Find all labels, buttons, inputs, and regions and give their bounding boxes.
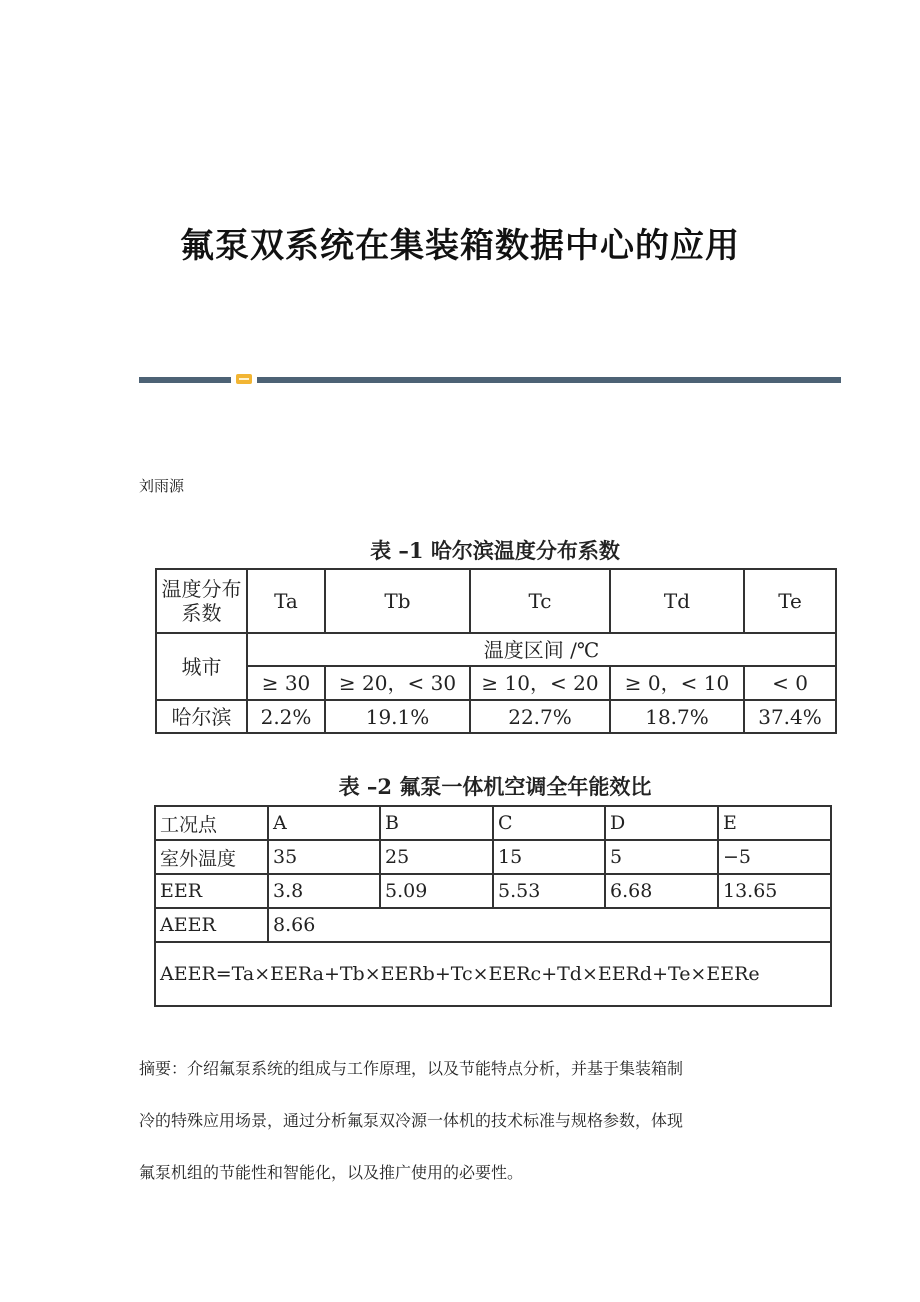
table2-aeer-value: 8.66 — [268, 908, 831, 942]
table2-row-label: 工况点 — [155, 806, 268, 840]
table1-range-cell: ≥ 0，< 10 — [610, 666, 744, 700]
table2-aeer-label: AEER — [155, 908, 268, 942]
table1-range-cell: < 0 — [744, 666, 836, 700]
table2-cell: C — [493, 806, 605, 840]
table1-caption: 表 –1 哈尔滨温度分布系数 — [370, 538, 620, 563]
table2-cell: B — [380, 806, 493, 840]
table-row — [155, 840, 831, 874]
table2-row-label: EER — [155, 874, 268, 908]
table1-range-cell: ≥ 30 — [247, 666, 325, 700]
table1-header-row — [156, 569, 836, 633]
table1-city-label: 城市 — [156, 633, 247, 700]
table2-cell: 25 — [380, 840, 493, 874]
table2-cell: 15 — [493, 840, 605, 874]
table-row — [155, 874, 831, 908]
table2-cell: D — [605, 806, 718, 840]
table2-cell: −5 — [718, 840, 831, 874]
author-name: 刘雨源 — [139, 477, 185, 495]
table2-row-label: 室外温度 — [155, 840, 268, 874]
annual-eer-table — [154, 805, 832, 1007]
table2-cell: 6.68 — [605, 874, 718, 908]
divider-bar-right — [257, 377, 841, 383]
table2-caption: 表 –2 氟泵一体机空调全年能效比 — [338, 774, 652, 799]
abstract-line: 氟泵机组的节能性和智能化，以及推广使用的必要性。 — [139, 1163, 524, 1182]
table1-range-cell: ≥ 20，< 30 — [325, 666, 470, 700]
table1-corner-cell: 温度分布系数 — [156, 569, 247, 633]
table1-col-header: Te — [744, 569, 836, 633]
table1-col-header: Tc — [470, 569, 610, 633]
table1-col-header: Td — [610, 569, 744, 633]
table1-range-cell: ≥ 10，< 20 — [470, 666, 610, 700]
table1-value-cell: 37.4% — [744, 700, 836, 733]
table1-value-cell: 18.7% — [610, 700, 744, 733]
table2-formula: AEER=Ta×EERa+Tb×EERb+Tc×EERc+Td×EERd+Te×EERe — [155, 942, 831, 1006]
document-title: 氟泵双系统在集装箱数据中心的应用 — [180, 226, 740, 266]
table1-value-cell: 22.7% — [470, 700, 610, 733]
table1-range-header: 温度区间 /℃ — [247, 633, 836, 666]
table1-value-cell: 19.1% — [325, 700, 470, 733]
abstract-line: 冷的特殊应用场景，通过分析氟泵双冷源一体机的技术标准与规格参数，体现 — [139, 1111, 684, 1130]
table1-value-cell: 2.2% — [247, 700, 325, 733]
table2-cell: 13.65 — [718, 874, 831, 908]
temperature-distribution-table — [155, 568, 837, 734]
table2-cell: A — [268, 806, 380, 840]
table-row — [155, 942, 831, 1006]
title-divider — [139, 374, 841, 384]
abstract — [139, 1043, 779, 1199]
table1-zone-row — [156, 633, 836, 666]
divider-bar-left — [139, 377, 231, 383]
table-row — [155, 908, 831, 942]
table2-cell: 5 — [605, 840, 718, 874]
divider-ornament-icon — [236, 374, 252, 384]
table2-cell: 3.8 — [268, 874, 380, 908]
table1-col-header: Ta — [247, 569, 325, 633]
table1-range-row — [156, 666, 836, 700]
table2-cell: 5.09 — [380, 874, 493, 908]
table1-col-header: Tb — [325, 569, 470, 633]
abstract-line: 摘要：介绍氟泵系统的组成与工作原理，以及节能特点分析，并基于集装箱制 — [139, 1059, 684, 1078]
table-row — [156, 700, 836, 733]
table1-city-cell: 哈尔滨 — [156, 700, 247, 733]
table-row — [155, 806, 831, 840]
table2-cell: 5.53 — [493, 874, 605, 908]
table2-cell: E — [718, 806, 831, 840]
table2-cell: 35 — [268, 840, 380, 874]
